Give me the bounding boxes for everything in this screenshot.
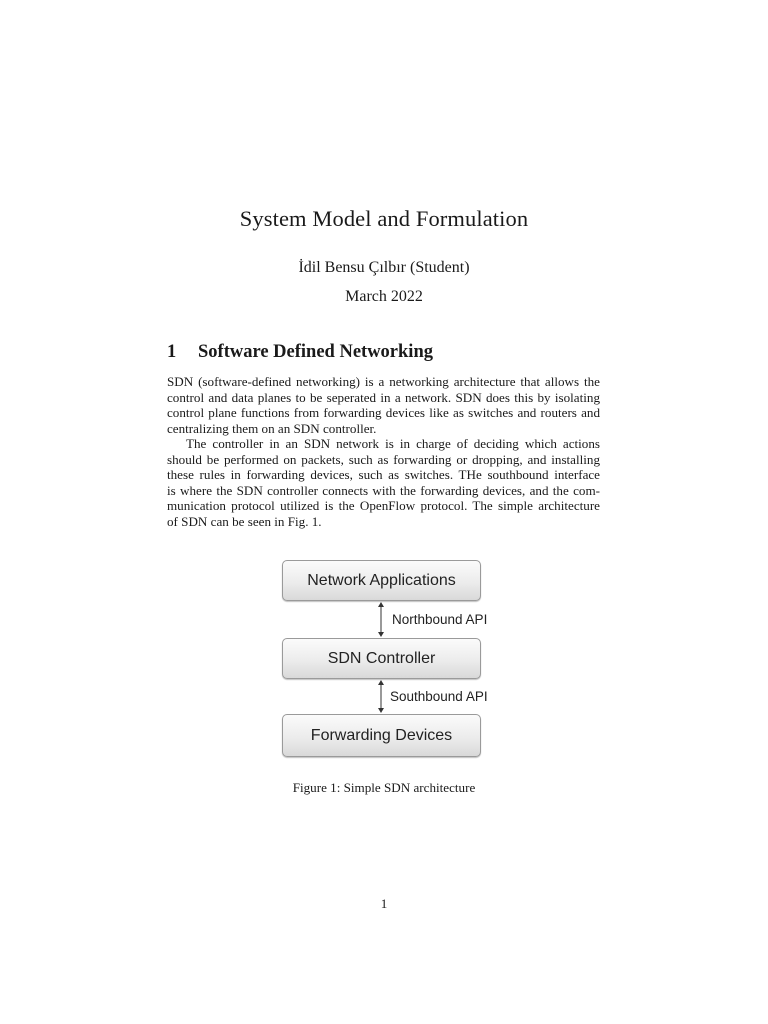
paragraph-line: SDN (software-defined networking) is a networking architecture that allows the: [167, 374, 600, 389]
date-line: March 2022: [345, 288, 423, 305]
section-heading: [167, 342, 607, 363]
paragraph-line: centralizing them on an SDN controller.: [167, 420, 377, 436]
paragraph-line: of SDN can be seen in Fig. 1.: [167, 513, 322, 529]
paragraph-1: [167, 374, 600, 436]
network-applications-box: Network Applications: [282, 560, 481, 601]
page-number: 1: [380, 896, 388, 911]
southbound-arrow-icon: [375, 679, 387, 714]
section-title: Software Defined Networking: [198, 342, 433, 362]
paragraph-line: should be performed on packets, such as forwarding or dropping, and installing: [167, 451, 600, 467]
paper-title: System Model and Formulation: [239, 206, 529, 231]
paragraph-line: these rules in forwarding devices, such as switches. THe southbound interface: [167, 467, 600, 483]
paragraph-line: The controller in an SDN network is in charge of deciding which actions: [186, 436, 600, 451]
northbound-api-label: Northbound API: [392, 612, 488, 627]
paragraph-2: [167, 436, 600, 530]
paragraph-line: munication protocol utilized is the OpenFlow protocol. The simple architecture: [167, 498, 600, 514]
sdn-controller-box: SDN Controller: [282, 638, 481, 679]
northbound-arrow-icon: [375, 601, 387, 638]
section-number: 1: [167, 342, 177, 362]
paragraph-line: is where the SDN controller connects with the forwarding devices, and the com-: [167, 482, 600, 498]
paragraph-line: control plane functions from forwarding devices like as switches and routers and: [167, 405, 600, 421]
paragraph-line: control and data planes to be seperated in a network. SDN does this by isolating: [167, 389, 600, 405]
sdn-architecture-figure: [282, 560, 492, 760]
forwarding-devices-box: Forwarding Devices: [282, 714, 481, 757]
author-line: İdil Bensu Çılbır (Student): [298, 259, 470, 276]
southbound-api-label: Southbound API: [390, 689, 488, 704]
figure-caption: Figure 1: Simple SDN architecture: [292, 780, 476, 795]
